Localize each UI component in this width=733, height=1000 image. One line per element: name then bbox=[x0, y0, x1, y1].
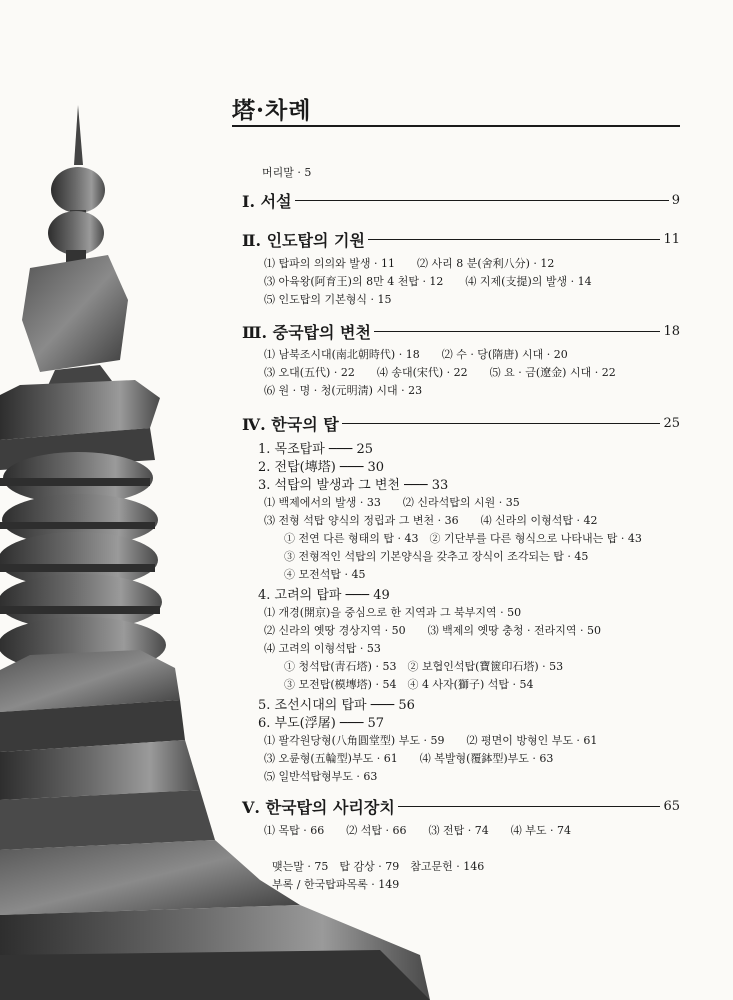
toc-item: ⑷ 고려의 이형석탑 · 53 bbox=[264, 642, 381, 655]
toc-item: ⑶ 오대(五代) · 22 ⑷ 송대(宋代) · 22 ⑸ 요 · 금(遼金) 시대 · 22 bbox=[264, 366, 616, 379]
leader-line bbox=[374, 331, 661, 332]
toc-item: ⑹ 원 · 명 · 청(元明淸) 시대 · 23 bbox=[264, 384, 423, 397]
toc-item: ⑸ 인도탑의 기본형식 · 15 bbox=[264, 293, 392, 306]
back-matter: 맺는말 · 75 탑 감상 · 79 참고문헌 · 146 bbox=[272, 860, 485, 873]
preface-entry: 머리말 · 5 bbox=[262, 166, 312, 179]
chapter-page: 65 bbox=[663, 799, 680, 814]
toc-item: ⑶ 아육왕(阿育王)의 8만 4 천탑 · 12 ⑷ 지제(支提)의 발생 · 14 bbox=[264, 275, 592, 288]
toc-subitem: ① 청석탑(靑石塔) · 53 ② 보협인석탑(寶篋印石塔) · 53 bbox=[284, 660, 564, 673]
toc-subitem: ④ 모전석탑 · 45 bbox=[284, 568, 366, 581]
toc-item: ⑴ 탑파의 의의와 발생 · 11 ⑵ 사리 8 분(舍利八分) · 12 bbox=[264, 257, 555, 270]
toc-item: ⑴ 팔각원당형(八角圓堂型) 부도 · 59 ⑵ 평면이 방형인 부도 · 61 bbox=[264, 734, 598, 747]
chapter-page: 25 bbox=[663, 416, 680, 431]
chapter-page: 18 bbox=[663, 324, 680, 339]
toc-item: ⑴ 남북조시대(南北朝時代) · 18 ⑵ 수 · 당(隋唐) 시대 · 20 bbox=[264, 348, 568, 361]
toc-item: ⑴ 백제에서의 발생 · 33 ⑵ 신라석탑의 시원 · 35 bbox=[264, 496, 520, 509]
chapter-5 bbox=[242, 795, 680, 818]
leader-line bbox=[342, 423, 661, 424]
title-rule bbox=[232, 125, 680, 127]
toc-subitem: ③ 전형적인 석탑의 기본양식을 갖추고 장식이 조각되는 탑 · 45 bbox=[284, 550, 589, 563]
chapter-2 bbox=[242, 228, 680, 251]
chapter-3 bbox=[242, 320, 680, 343]
page-title: 塔·차례 bbox=[232, 97, 312, 124]
section-2: 2. 전탑(塼塔) ─── 30 bbox=[258, 460, 385, 475]
section-1: 1. 목조탑파 ─── 25 bbox=[258, 442, 374, 457]
section-3: 3. 석탑의 발생과 그 변천 ─── 33 bbox=[258, 478, 449, 493]
toc-subitem: ① 전연 다른 형태의 탑 · 43 ② 기단부를 다른 형식으로 나타내는 탑 · 43 bbox=[284, 532, 642, 545]
chapter-title: Ⅴ. 한국탑의 사리장치 bbox=[242, 798, 395, 817]
toc-item: ⑴ 개경(開京)을 중심으로 한 지역과 그 북부지역 · 50 bbox=[264, 606, 522, 619]
toc-item: ⑶ 전형 석탑 양식의 정립과 그 변천 · 36 ⑷ 신라의 이형석탑 · 42 bbox=[264, 514, 598, 527]
chapter-page: 11 bbox=[663, 232, 680, 247]
toc-subitem: ③ 모전탑(模塼塔) · 54 ④ 4 사자(獅子) 석탑 · 54 bbox=[284, 678, 534, 691]
chapter-title: Ⅰ. 서설 bbox=[242, 192, 292, 211]
chapter-title: Ⅲ. 중국탑의 변천 bbox=[242, 323, 371, 342]
leader-line bbox=[295, 200, 669, 201]
section-5: 5. 조선시대의 탑파 ─── 56 bbox=[258, 698, 415, 713]
leader-line bbox=[398, 806, 661, 807]
toc-item: ⑶ 오륜형(五輪型)부도 · 61 ⑷ 복발형(覆鉢型)부도 · 63 bbox=[264, 752, 554, 765]
section-6: 6. 부도(浮屠) ─── 57 bbox=[258, 716, 385, 731]
toc-item: ⑵ 신라의 옛땅 경상지역 · 50 ⑶ 백제의 옛땅 충청 · 전라지역 · 50 bbox=[264, 624, 601, 637]
chapter-4 bbox=[242, 412, 680, 435]
chapter-1 bbox=[242, 189, 680, 212]
chapter-page: 9 bbox=[671, 193, 680, 208]
chapter-title: Ⅱ. 인도탑의 기원 bbox=[242, 231, 365, 250]
toc-item: ⑴ 목탑 · 66 ⑵ 석탑 · 66 ⑶ 전탑 · 74 ⑷ 부도 · 74 bbox=[264, 824, 571, 837]
toc-item: ⑸ 일반석탑형부도 · 63 bbox=[264, 770, 378, 783]
chapter-title: Ⅳ. 한국의 탑 bbox=[242, 415, 339, 434]
leader-line bbox=[368, 239, 661, 240]
section-4: 4. 고려의 탑파 ─── 49 bbox=[258, 588, 390, 603]
appendix-entry: 부록 / 한국탑파목록 · 149 bbox=[272, 878, 400, 891]
